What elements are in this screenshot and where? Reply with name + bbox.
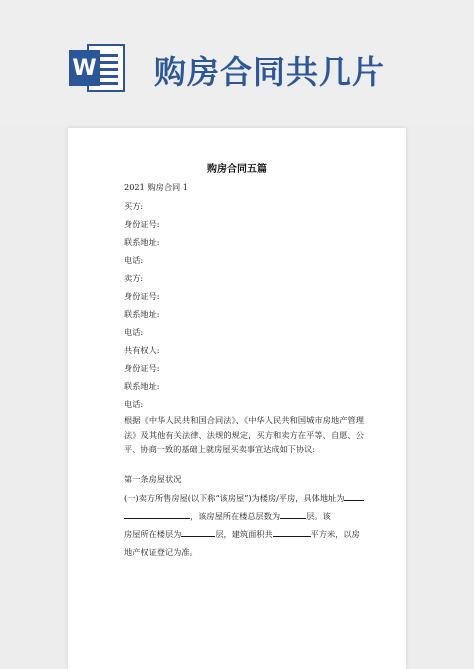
co-owner-id-label: 身份证号: [124, 363, 160, 373]
seller-id-label: 身份证号: [124, 291, 160, 301]
seller-address-label: 联系地址: [124, 309, 160, 319]
buyer-id-label: 身份证号: [124, 219, 160, 229]
co-owner-phone-label: 电话: [124, 399, 144, 409]
seller-label: 卖方: [124, 273, 144, 283]
buyer-phone-label: 电话: [124, 255, 144, 265]
svg-text:W: W [72, 56, 97, 81]
buyer-address-label: 联系地址: [124, 237, 160, 247]
banner [0, 0, 474, 125]
clause-1-text-5: 层，建筑面积共 [215, 529, 273, 539]
word-document-icon [68, 42, 126, 94]
clause-1-line-3 [124, 528, 360, 540]
clause-1-line-2 [124, 510, 331, 522]
clause-1-line-4: 地产权证登记为准。 [124, 547, 198, 557]
co-owner-label: 共有权人: [124, 345, 160, 355]
floor-blank [181, 528, 215, 537]
clause-1-text-6: 平方米，以房 [310, 529, 360, 539]
intro-paragraph: 根据《中华人民共和国合同法》、《中华人民共和国城市房地产管理法》及其他有关法律、法规的规定，买方和卖方在平等、自愿、公平、协商一致的基础上就房屋买卖事宜达成如下协议: [124, 415, 364, 454]
area-blank [273, 528, 311, 537]
buyer-label: 买方: [124, 201, 144, 211]
document-title: 购房合同五篇 [207, 164, 267, 175]
seller-phone-label: 电话: [124, 327, 144, 337]
article-1-title: 第一条房屋状况 [124, 474, 182, 484]
co-owner-address-label: 联系地址: [124, 381, 160, 391]
address-blank-2 [124, 510, 190, 519]
clause-1-text-2: ，该房屋所在楼总层数为 [190, 511, 281, 521]
total-floors-blank [280, 510, 306, 519]
clause-1-text-4: 房屋所在楼层为 [124, 529, 182, 539]
clause-1-line-1 [124, 492, 364, 504]
document-page [68, 128, 406, 669]
document-subtitle: 2021 购房合同 1 [124, 182, 189, 192]
clause-1-text-1: (一)卖方所售房屋(以下称“该房屋”)为楼房/平房，具体地址为 [124, 493, 345, 503]
clause-1-text-3: 层。该 [306, 511, 331, 521]
address-blank-1 [344, 492, 364, 501]
banner-title: 购房合同共几片 [154, 53, 386, 91]
